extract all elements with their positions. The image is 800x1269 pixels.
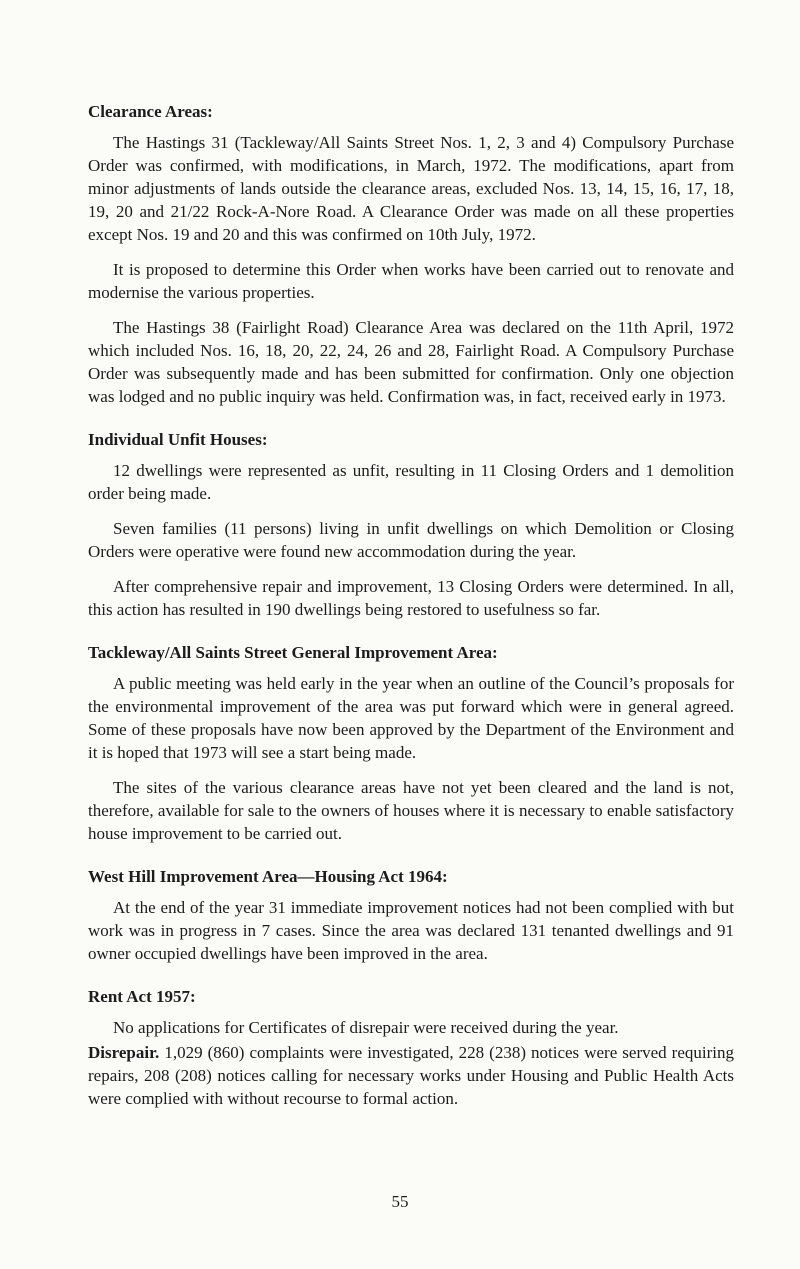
document-page [88, 100, 734, 1122]
paragraph: No applications for Certificates of disrepair were received during the year. [113, 1018, 619, 1037]
section-heading: Tackleway/All Saints Street General Improvement Area: [88, 643, 498, 662]
section-heading: Individual Unfit Houses: [88, 430, 268, 449]
section-heading: Clearance Areas: [88, 102, 213, 121]
disrepair-label: Disrepair. [88, 1043, 160, 1062]
disrepair-paragraph [88, 1041, 734, 1110]
page-number: 55 [391, 1192, 409, 1211]
paragraph: The sites of the various clearance areas have not yet been cleared and the land is not, therefore, available for sale to the owners of houses where it is necessary to enable satisfactory house improvement to be carried out. [88, 778, 734, 843]
paragraph: The Hastings 31 (Tackleway/All Saints Street Nos. 1, 2, 3 and 4) Compulsory Purchase Order was confirmed, with modifications, in March, 1972. The modifications, apart from minor adjustments of lands outside the clearance areas, excluded Nos. 13, 14, 15, 16, 17, 18, 19, 20 and 21/22 Rock-A-Nore Road. A Clearance Order was made on all these properties except Nos. 19 and 20 and this was confirmed on 10th July, 1972. [88, 133, 734, 244]
paragraph: It is proposed to determine this Order when works have been carried out to renovate and modernise the various properties. [88, 260, 734, 302]
section-heading: Rent Act 1957: [88, 987, 196, 1006]
section-west-hill-improvement-area [88, 865, 734, 965]
paragraph: Seven families (11 persons) living in unfit dwellings on which Demolition or Closing Orders were operative were found new accommodation during the year. [88, 519, 734, 561]
disrepair-text: 1,029 (860) complaints were investigated, 228 (238) notices were served requiring repairs, 208 (208) notices calling for necessary works under Housing and Public Health Acts were complied with without recourse to formal action. [88, 1043, 734, 1108]
paragraph: At the end of the year 31 immediate improvement notices had not been complied with but work was in progress in 7 cases. Since the area was declared 131 tenanted dwellings and 91 owner occupied dwellings have been improved in the area. [88, 898, 734, 963]
paragraph: After comprehensive repair and improvement, 13 Closing Orders were determined. In all, this action has resulted in 190 dwellings being restored to usefulness so far. [88, 577, 734, 619]
section-clearance-areas [88, 100, 734, 408]
section-heading: West Hill Improvement Area—Housing Act 1964: [88, 867, 448, 886]
paragraph: The Hastings 38 (Fairlight Road) Clearance Area was declared on the 11th April, 1972 which included Nos. 16, 18, 20, 22, 24, 26 and 28, Fairlight Road. A Compulsory Purchase Order was subsequently made and has been submitted for confirmation. Only one objection was lodged and no public inquiry was held. Confirmation was, in fact, received early in 1973. [88, 318, 734, 406]
paragraph: 12 dwellings were represented as unfit, resulting in 11 Closing Orders and 1 demolition order being made. [88, 461, 734, 503]
section-individual-unfit-houses [88, 428, 734, 621]
paragraph: A public meeting was held early in the year when an outline of the Council’s proposals for the environmental improvement of the area was put forward which were in general agreed. Some of these proposals have now been approved by the Department of the Environment and it is hoped that 1973 will see a start being made. [88, 674, 734, 762]
section-rent-act [88, 985, 734, 1110]
section-general-improvement-area [88, 641, 734, 845]
